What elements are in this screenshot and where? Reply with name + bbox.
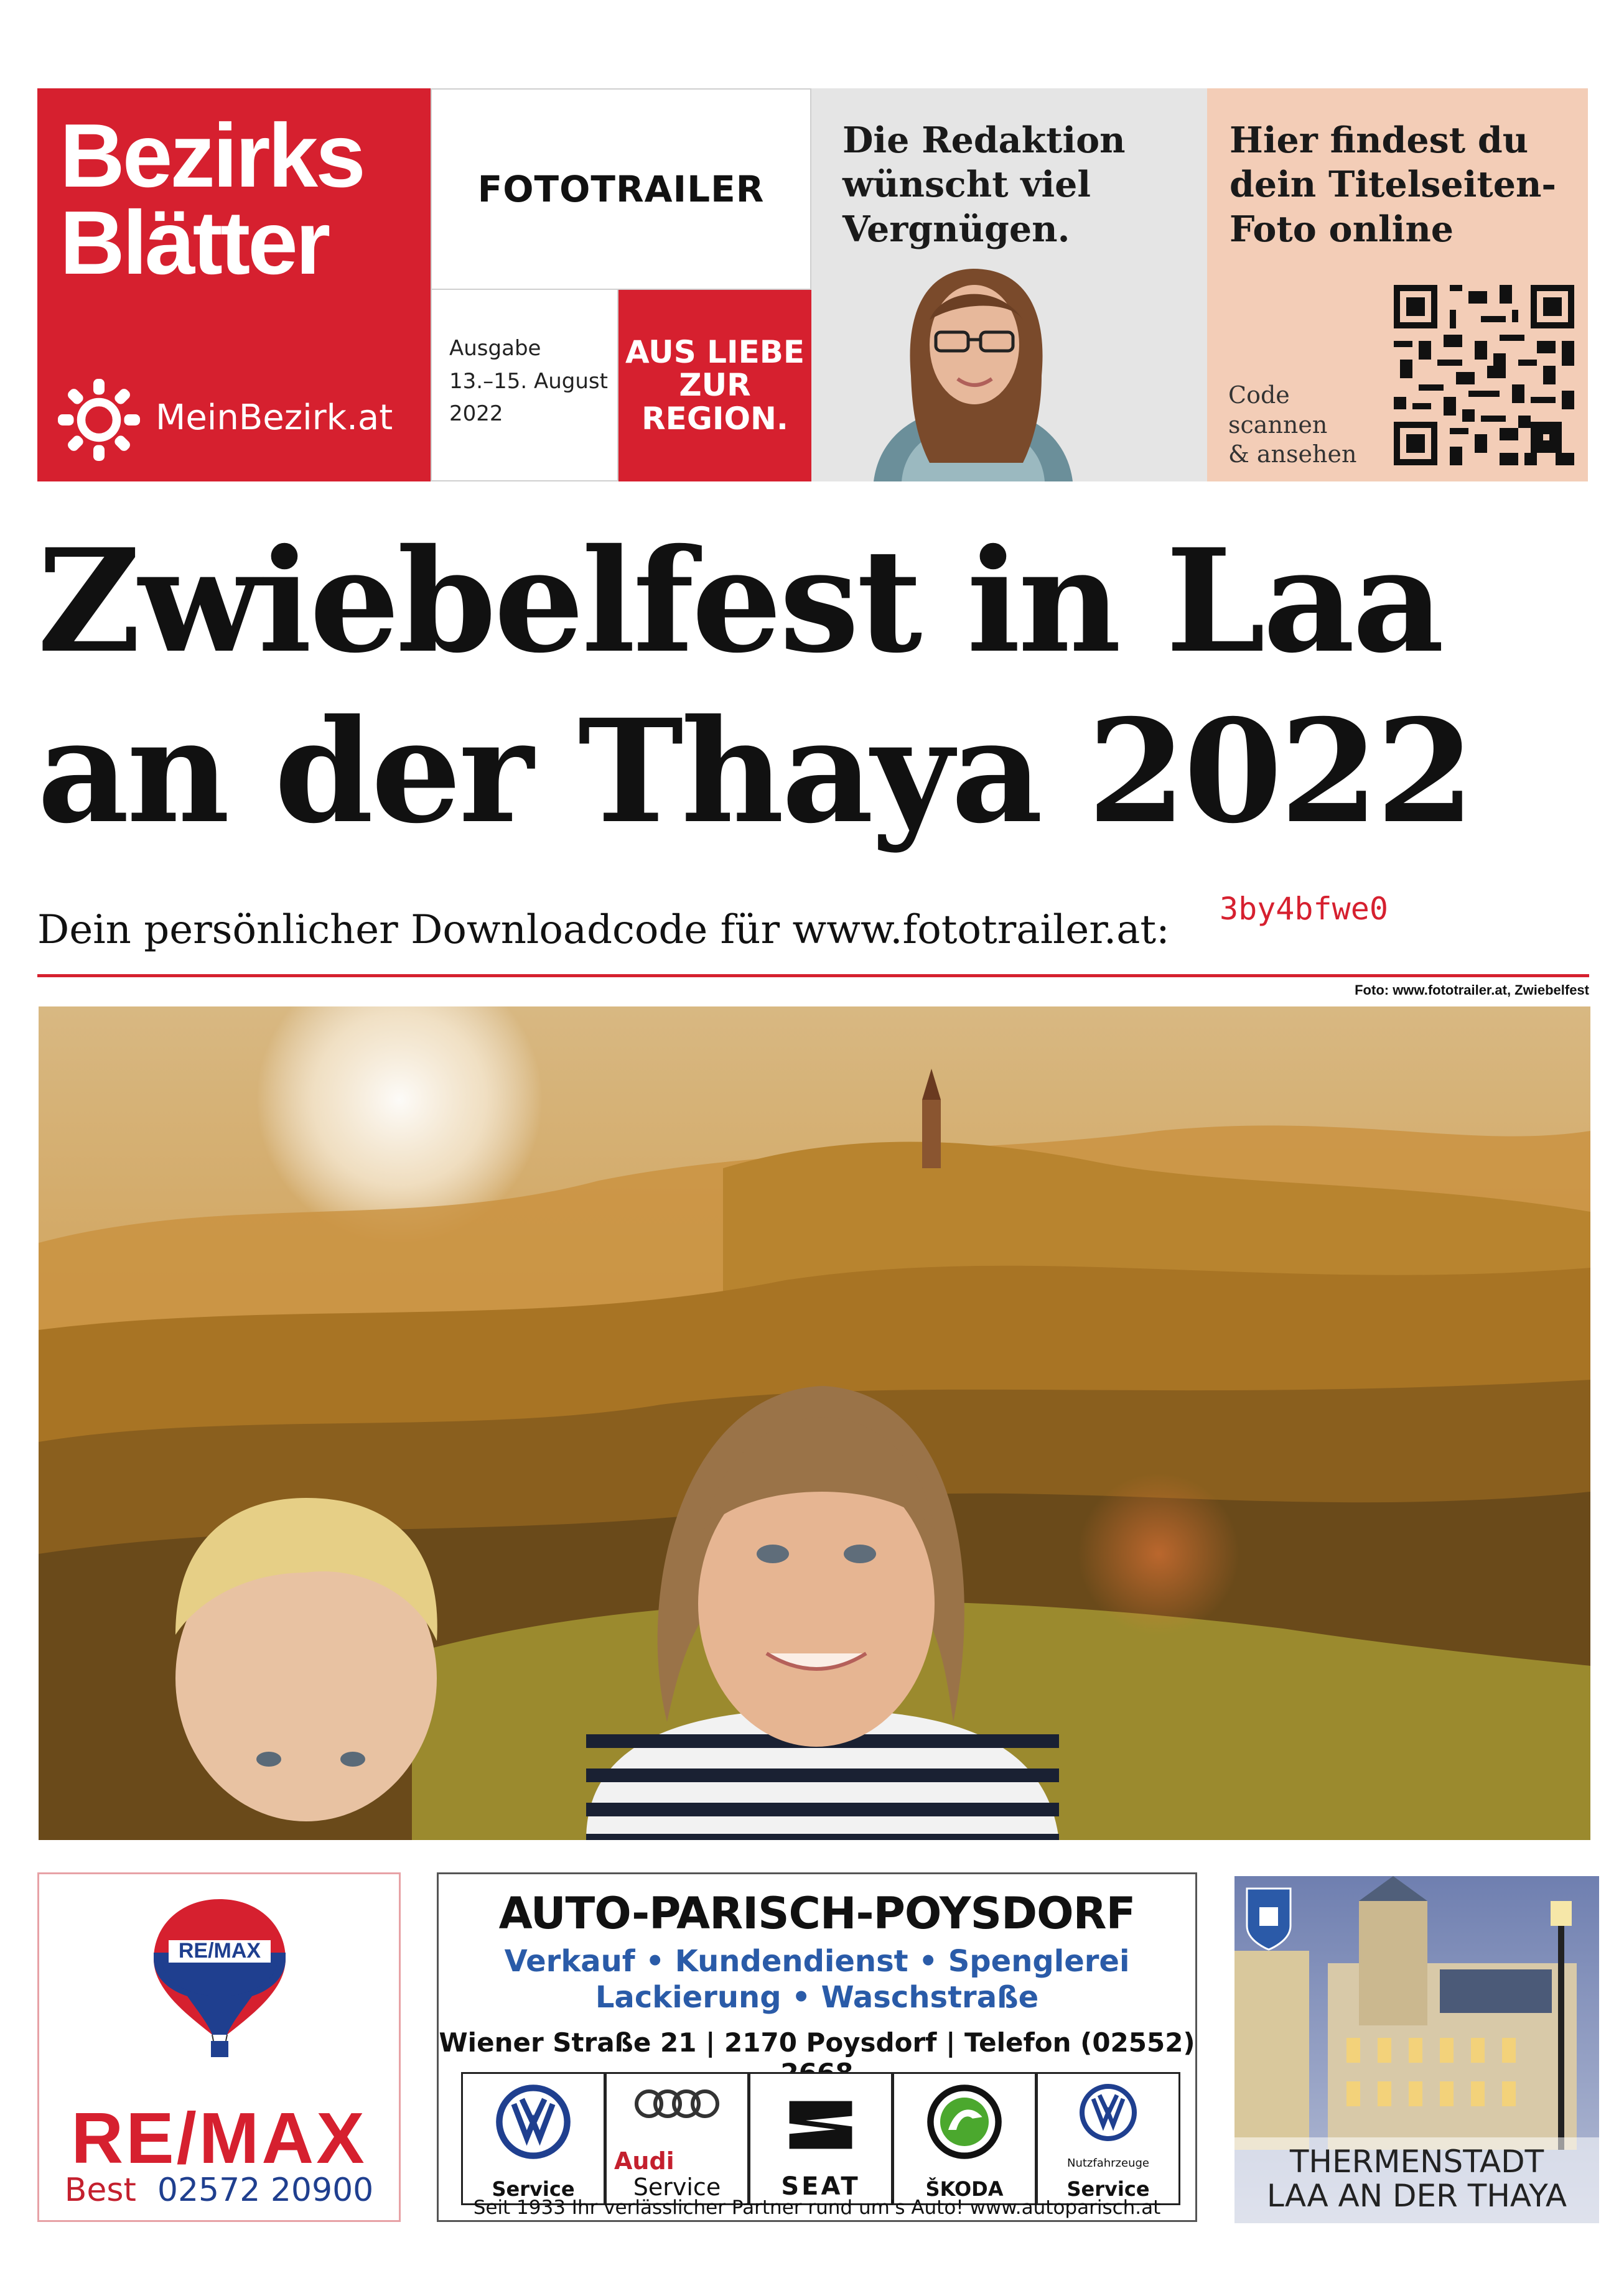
services-line-2: Lackierung • Waschstraße [595,1979,1039,2015]
brand-label: Service [633,2173,721,2201]
remax-contact [39,2172,399,2209]
brand-label: Service [1066,2177,1150,2201]
vw-logo-icon [493,2081,574,2162]
meinbezirk-sun-icon [52,373,146,467]
remax-ad[interactable] [37,1872,401,2222]
slogan-line-1: AUS LIEBE [625,333,805,370]
meinbezirk-label: MeinBezirk.at [156,397,393,438]
auto-ad-services [439,1944,1195,2015]
editorial-greeting [842,118,1126,251]
headline-line-1: Zwiebelfest in Laa [37,518,1442,684]
auto-parisch-ad[interactable] [437,1872,1197,2222]
greeting-line-1: Die Redaktion [842,119,1126,161]
balloon-text: RE/MAX [178,1939,261,1963]
headline [37,516,1593,857]
cover-photo [39,1006,1590,1840]
seat-logo-icon [783,2088,858,2162]
divider [37,974,1589,977]
brand-seat [749,2072,893,2205]
brand-label: SEAT [781,2172,861,2201]
audi-rings-icon [630,2085,724,2122]
logo-line-1: Bezirks [60,105,363,206]
remax-phone[interactable]: 02572 20900 [157,2172,374,2209]
greeting-line-2: wünscht viel [842,164,1091,206]
editorial-box [811,88,1207,481]
brand-vw-service [461,2072,605,2205]
bezirksblaetter-logo [37,88,431,481]
laa-ad-label [1234,2145,1599,2213]
laa-line-2: LAA AN DER THAYA [1266,2178,1567,2214]
remax-office: Best [64,2172,136,2209]
vw-nutzfahrzeuge-logo-icon [1077,2081,1139,2144]
greeting-line-3: Vergnügen. [842,208,1070,250]
fototrailer-label: FOTOTRAILER [477,168,765,210]
laa-line-1: THERMENSTADT [1289,2144,1544,2180]
auto-ad-footer[interactable]: Seit 1933 Ihr verlässlicher Partner rund um's Auto! www.autoparisch.at [473,2196,1161,2219]
skoda-logo-icon [924,2081,1005,2162]
brand-skoda [892,2072,1037,2205]
online-box [1207,88,1588,481]
qr-code-icon[interactable] [1394,285,1574,465]
remax-logo: RE/MAX [71,2098,367,2178]
issue-year: 2022 [449,401,503,427]
online-line-2: dein Titelseiten- [1230,164,1557,206]
auto-ad-address: Wiener Straße 21 | 2170 Poysdorf | Telefon (02552) [439,2027,1195,2058]
brand-label-top: Nutzfahrzeuge [1067,2157,1149,2170]
issue-info [431,290,618,481]
fototrailer-box [431,88,811,290]
logo-line-2: Blätter [60,192,329,293]
remax-balloon-icon [150,1897,289,2065]
issue-dates: 13.–15. August [449,368,608,394]
download-instruction: Dein persönlicher Downloadcode für www.fototrailer.at: [37,907,1170,953]
services-line-1: Verkauf • Kundendienst • Spenglerei [504,1944,1130,1979]
laa-tourism-ad[interactable] [1234,1876,1599,2223]
editor-portrait [836,251,1110,481]
download-code[interactable]: 3by4bfwe0 [1220,891,1388,927]
online-line-1: Hier findest du [1230,119,1529,161]
scan-instructions [1228,381,1356,470]
online-heading [1230,118,1556,251]
brand-label: ŠKODA [925,2177,1004,2201]
issue-label: Ausgabe [449,336,541,361]
brand-audi-service [605,2072,749,2205]
photo-credit: Foto: www.fototrailer.at, Zwiebelfest [1355,982,1589,998]
headline-line-2: an der Thaya 2022 [37,687,1473,855]
scan-line-1: Code [1228,381,1290,409]
online-line-3: Foto online [1230,208,1454,250]
scan-line-2: scannen [1228,411,1328,439]
brand-label: Service [492,2177,575,2201]
scan-line-3: & ansehen [1228,440,1357,468]
slogan-line-2: ZUR [679,367,751,404]
brand-label-top: Audi [614,2147,674,2175]
brand-vw-nutzfahrzeuge [1036,2072,1180,2205]
slogan-line-3: REGION. [642,400,788,437]
auto-ad-title: AUTO-PARISCH-POYSDORF [498,1888,1136,1939]
slogan-box [618,290,811,481]
